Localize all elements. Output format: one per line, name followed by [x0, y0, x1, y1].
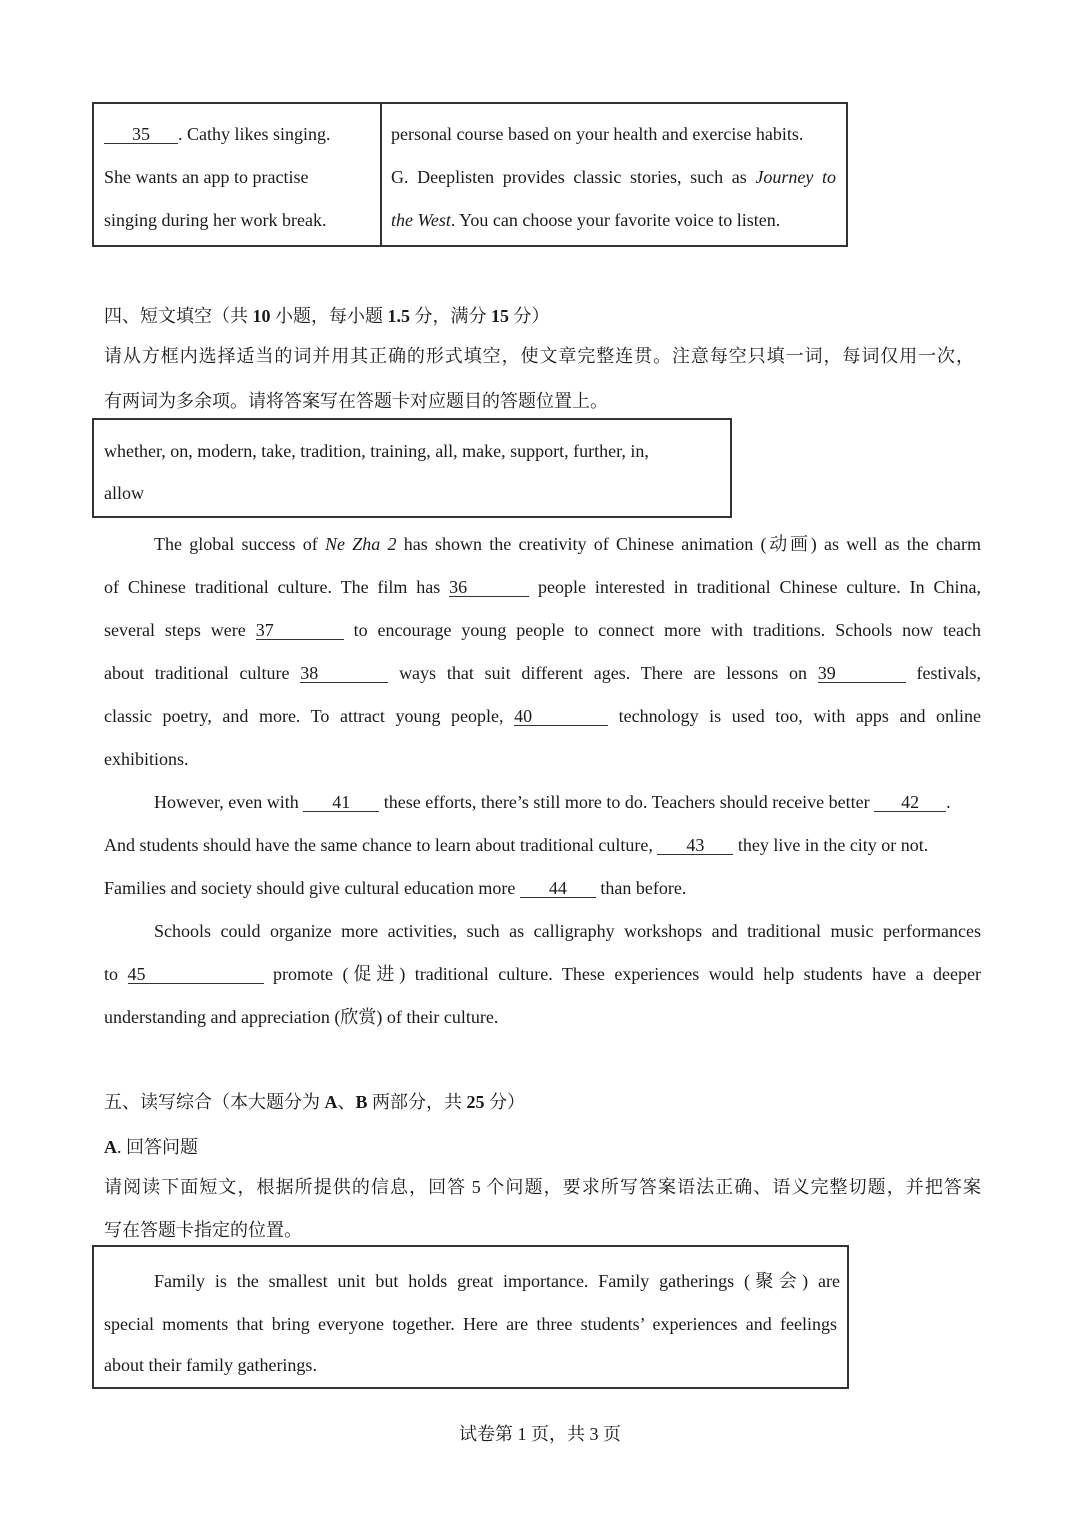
cloze-passage [104, 532, 981, 1032]
reading-text: special moments that bring everyone together. Here are three students’ experiences and feelings [104, 1314, 837, 1334]
table-divider [380, 104, 382, 245]
section5-subheading: A. 回答问题 [104, 1137, 198, 1157]
reading-text: about their family gatherings. [104, 1355, 317, 1375]
blank-41[interactable]: 41 [303, 793, 379, 812]
word-box [92, 418, 732, 518]
blank-38[interactable]: 38 [300, 664, 388, 683]
passage-line: exhibitions. [104, 749, 189, 769]
page-footer: 试卷第 1 页，共 3 页 [459, 1424, 621, 1444]
passage-line: And students should have the same chance to learn about traditional culture, 43 they live in the city or not. [104, 835, 929, 855]
cell-text: She wants an app to practise [104, 167, 309, 187]
blank-40[interactable]: 40 [514, 707, 608, 726]
passage-line: of Chinese traditional culture. The film has 36 people interested in traditional Chinese culture. In China, [104, 577, 982, 597]
passage-line: to 45 promote (促进) traditional culture. These experiences would help students have a deeper [104, 964, 982, 984]
blank-43[interactable]: 43 [657, 836, 733, 855]
passage-line: The global success of Ne Zha 2 has shown the creativity of Chinese animation (动画) as well as the charm [154, 534, 981, 554]
cell-text: the West. You can choose your favorite voice to listen. [391, 210, 781, 230]
passage-line: Families and society should give cultural education more 44 than before. [104, 878, 687, 898]
section4-heading: 四、短文填空（共 10 小题，每小题 1.5 分，满分 15 分） [104, 306, 550, 326]
section5-heading: 五、读写综合（本大题分为 A、B 两部分，共 25 分） [104, 1092, 526, 1112]
blank-44[interactable]: 44 [520, 879, 596, 898]
blank-39[interactable]: 39 [818, 664, 906, 683]
blank-42[interactable]: 42 [874, 793, 946, 812]
reading-text: Family is the smallest unit but holds great importance. Family gatherings (聚会) are [154, 1271, 840, 1291]
word-list: whether, on, modern, take, tradition, training, all, make, support, further, in, [104, 441, 649, 461]
passage-line: classic poetry, and more. To attract young people, 40 technology is used too, with apps and online [104, 706, 981, 726]
section4-instructions-2: 有两词为多余项。请将答案写在答题卡对应题目的答题位置上。 [104, 391, 608, 411]
blank-37[interactable]: 37 [256, 621, 344, 640]
blank-45[interactable]: 45 [128, 965, 264, 984]
passage-line: However, even with 41 these efforts, there’s still more to do. Teachers should receive better 42 . [154, 792, 951, 812]
passage-line: several steps were 37 to encourage young people to connect more with traditions. Schools now teach [104, 620, 981, 640]
cell-text: . Cathy likes singing. [178, 124, 331, 144]
section5-instructions-2: 写在答题卡指定的位置。 [104, 1220, 302, 1240]
blank-36[interactable]: 36 [449, 578, 529, 597]
section5-instructions: 请阅读下面短文，根据所提供的信息，回答 5 个问题，要求所写答案语法正确、语义完整切题，并把答案 [104, 1177, 981, 1197]
reading-box [92, 1245, 849, 1389]
cell-text: singing during her work break. [104, 210, 327, 230]
cell-text: personal course based on your health and exercise habits. [391, 124, 804, 144]
passage-line: about traditional culture 38 ways that suit different ages. There are lessons on 39 festivals, [104, 663, 982, 683]
word-list: allow [104, 483, 144, 503]
passage-line: Schools could organize more activities, such as calligraphy workshops and traditional music performances [154, 921, 981, 941]
cell-text: G. Deeplisten provides classic stories, such as Journey to [391, 167, 836, 187]
top-table [92, 102, 848, 247]
passage-line: understanding and appreciation (欣赏) of their culture. [104, 1007, 499, 1027]
blank-35[interactable]: 35 [104, 125, 178, 144]
section4-instructions: 请从方框内选择适当的词并用其正确的形式填空，使文章完整连贯。注意每空只填一词，每词仅用一次， [104, 346, 974, 366]
